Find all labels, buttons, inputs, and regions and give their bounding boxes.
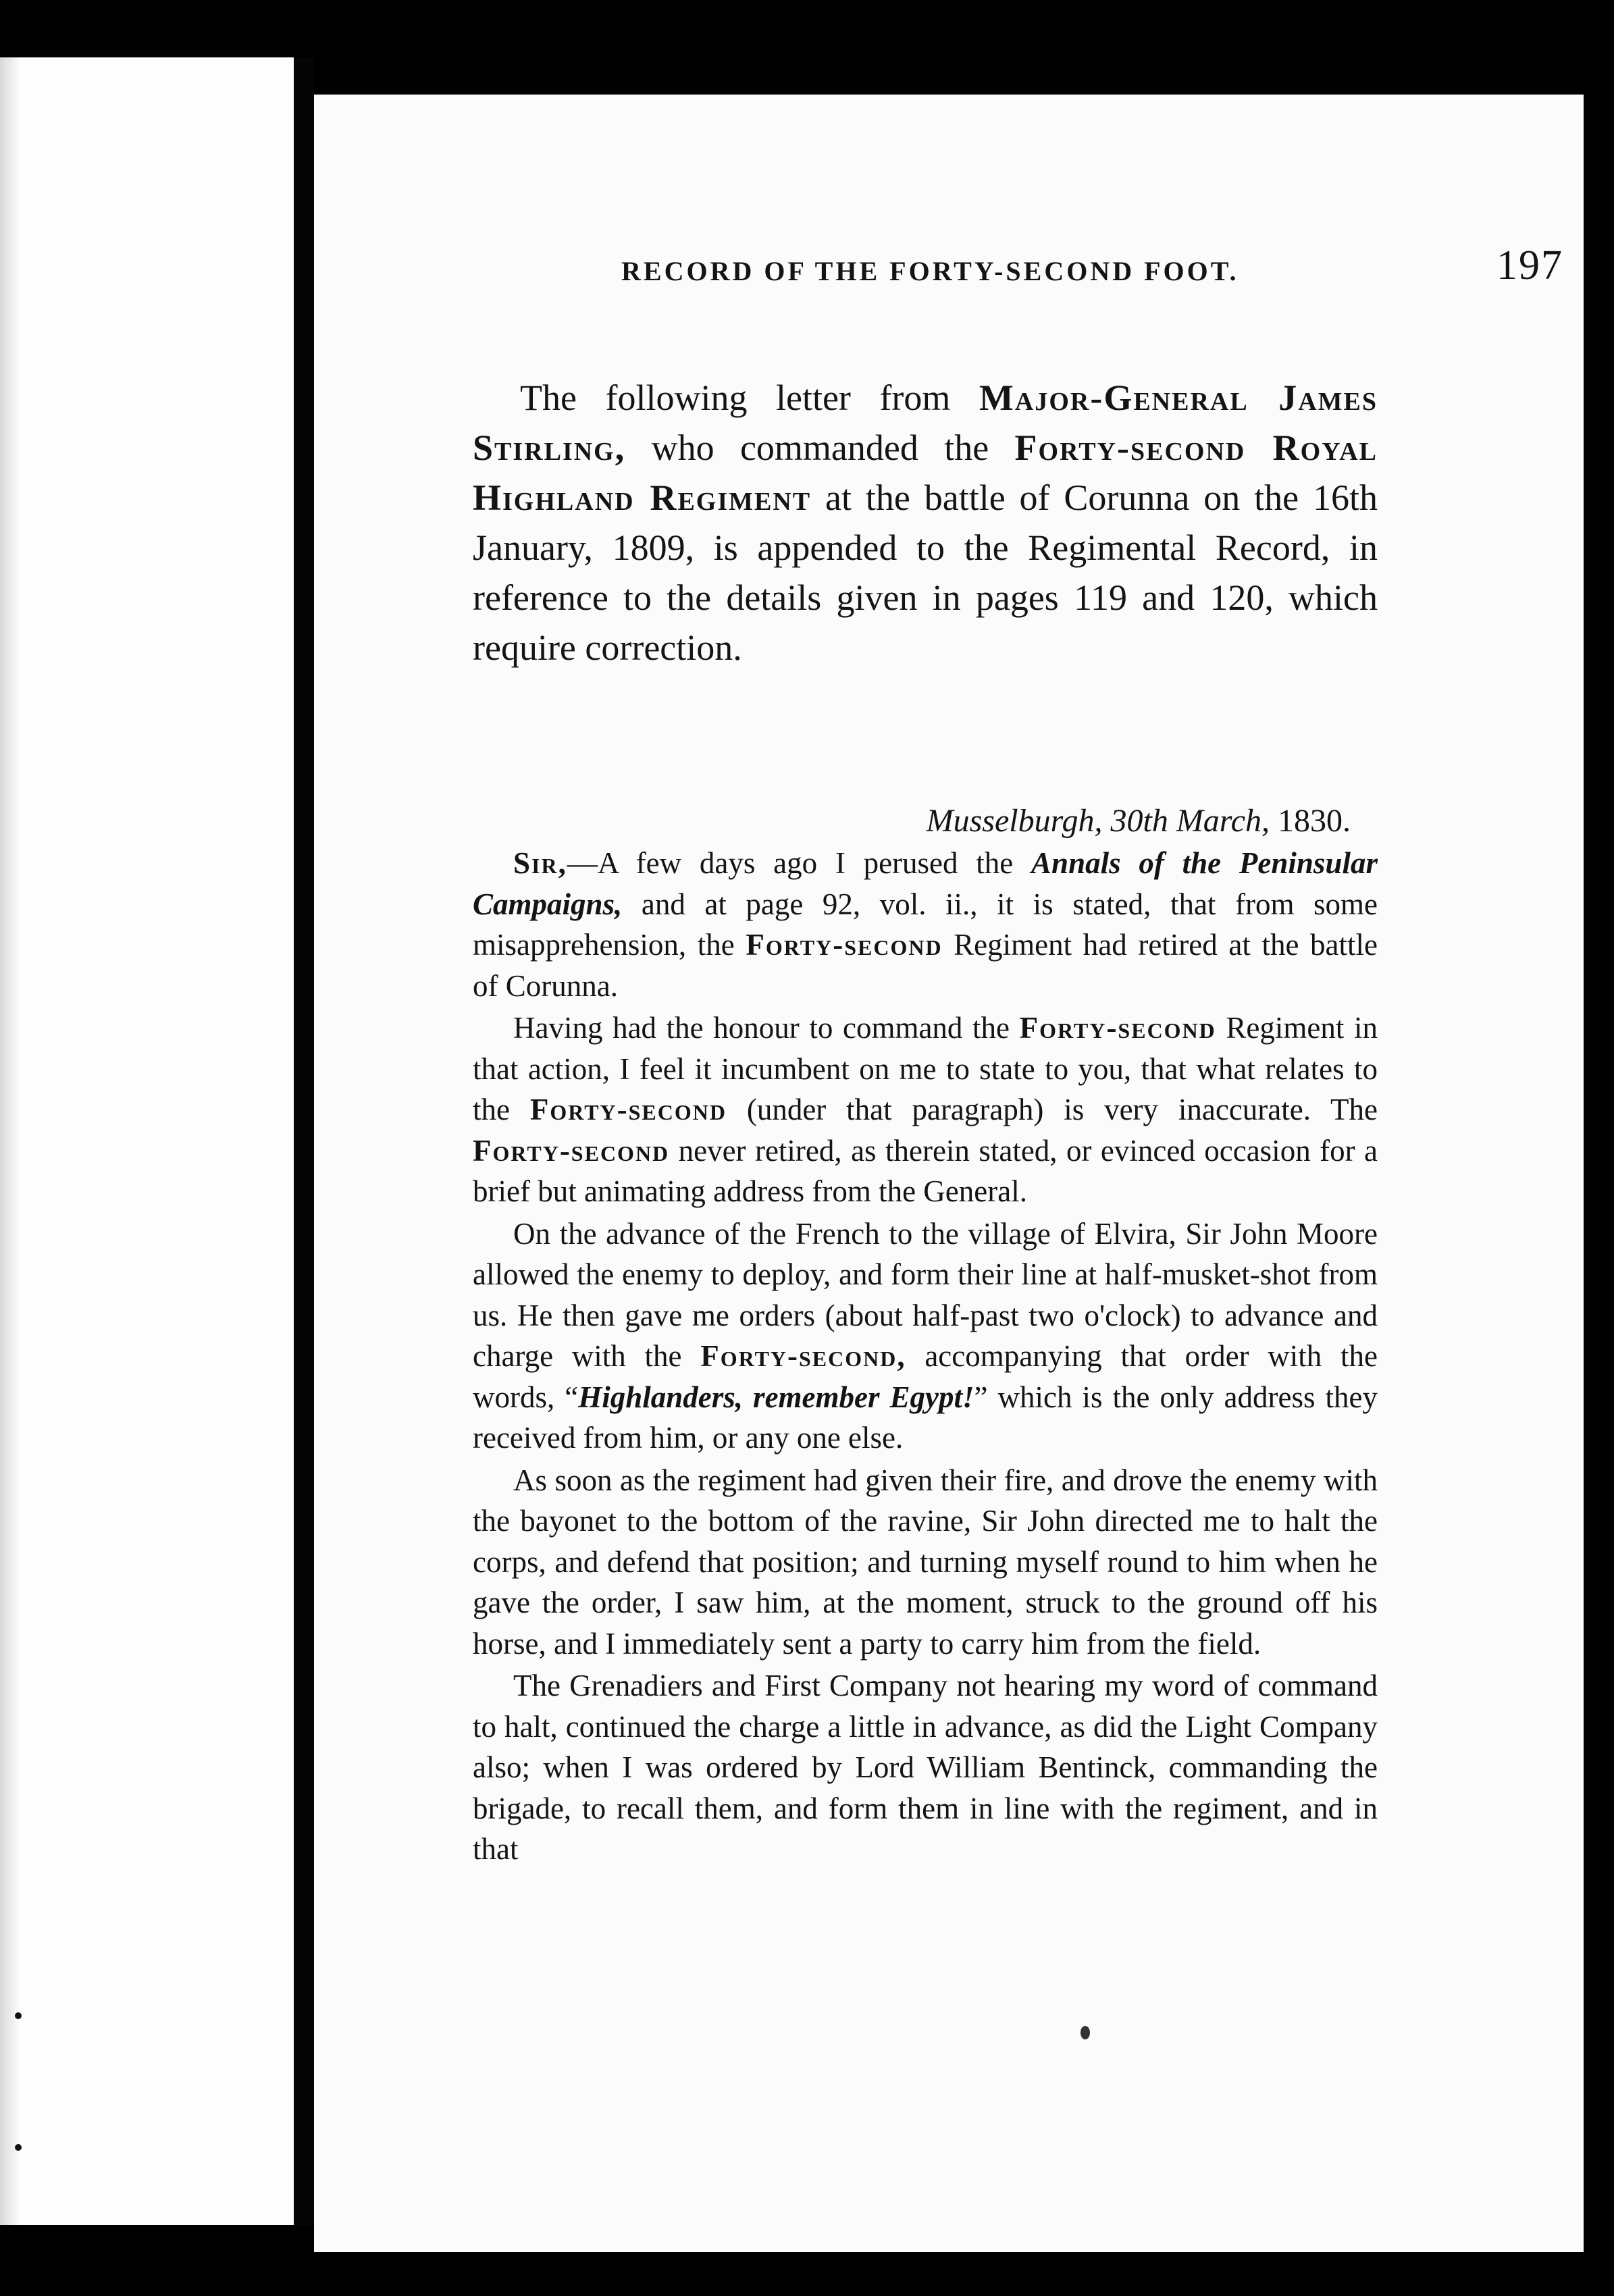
ink-spot [15, 2012, 22, 2019]
letter-paragraph-2 [473, 1008, 1378, 1212]
intro-text-3: at the battle of Corunna on the 16th January, 1809, is appended to the Regimental Record, in reference to the details given in pages 119 and 120, which require correction. [473, 477, 1378, 668]
letter-paragraph-4: As soon as the regiment had given their fire, and drove the enemy with the bayonet to the bottom of the ravine, Sir John directed me to halt the corps, and defend that position; and turning myself round to him when he gave the order, I saw him, at the moment, struck to the ground off his horse, and I immediately sent a party to carry him from the field. [473, 1463, 1378, 1661]
intro-text-2: who commanded the [625, 427, 1015, 468]
page-number: 197 [1496, 242, 1563, 288]
p2-text-3: (under that paragraph) is very inaccurate. The [727, 1093, 1378, 1126]
p2-text-1: Having had the honour to command the [513, 1011, 1020, 1045]
letter-body [473, 843, 1378, 1870]
regiment-ref: Forty-second [473, 1133, 670, 1168]
letter-paragraph-1 [473, 843, 1378, 1006]
dateline-place-date: Musselburgh, 30th March, [926, 803, 1278, 839]
p3-text-1: On the advance of the French to the village of Elvira, Sir John Moore allowed the enemy to deploy, and form their line at half-musket-shot from us. He then gave me orders (about half-past two o'clock) to advance and charge with the [473, 1216, 1378, 1373]
regiment-ref: Forty-second [746, 928, 943, 962]
ink-spot [1081, 2026, 1090, 2039]
book-title: Annals of the Peninsular Campaigns, [473, 846, 1378, 921]
left-page-shadow [0, 57, 20, 2225]
p2-text-2: Regiment in that action, I feel it incumbent on me to state to you, that what relates to the [473, 1011, 1378, 1126]
intro-text [473, 373, 1378, 673]
p2-text-4: never retired, as therein stated, or evinced occasion for a brief but animating address from the General. [473, 1133, 1378, 1208]
regiment-ref: Forty-second [1019, 1011, 1216, 1045]
regiment-ref: Forty-second [529, 1093, 727, 1126]
battle-cry-quote: Highlanders, remember Egypt! [578, 1380, 974, 1414]
left-page [0, 57, 294, 2225]
intro-paragraph [473, 373, 1378, 673]
salutation: Sir, [513, 846, 567, 880]
letter-dateline [927, 802, 1351, 839]
page-header [621, 242, 1563, 296]
letter-paragraph-3 [473, 1214, 1378, 1459]
p3-text-3: ” which is the only address they received from him, or any one else. [473, 1380, 1378, 1455]
regiment-name: Forty-second Royal Highland Regiment [473, 427, 1378, 518]
p1-text-3: Regiment had retired at the battle of Corunna. [473, 928, 1378, 1003]
p1-text-1: —A few days ago I perused the [567, 846, 1032, 880]
dateline-year: 1830. [1278, 803, 1351, 839]
general-name: Major-General James Stirling, [473, 377, 1378, 468]
regiment-ref: Forty-second, [700, 1339, 906, 1373]
letter-paragraph-5: The Grenadiers and First Company not hearing my word of command to halt, continued the charge a little in advance, as did the Light Company also; when I was ordered by Lord William Bentinck, commanding the brigade, to recall them, and form them in line with the regiment, and in that [473, 1669, 1378, 1866]
ink-spot [15, 2144, 22, 2151]
book-gutter [294, 57, 314, 2225]
p3-text-2: accompanying that order with the words, “ [473, 1339, 1378, 1414]
running-head: RECORD OF THE FORTY-SECOND FOOT. [621, 256, 1239, 286]
right-page [314, 95, 1584, 2252]
intro-text-1: The following letter from [520, 377, 979, 418]
p1-text-2: and at page 92, vol. ii., it is stated, that from some misapprehension, the [473, 887, 1378, 962]
